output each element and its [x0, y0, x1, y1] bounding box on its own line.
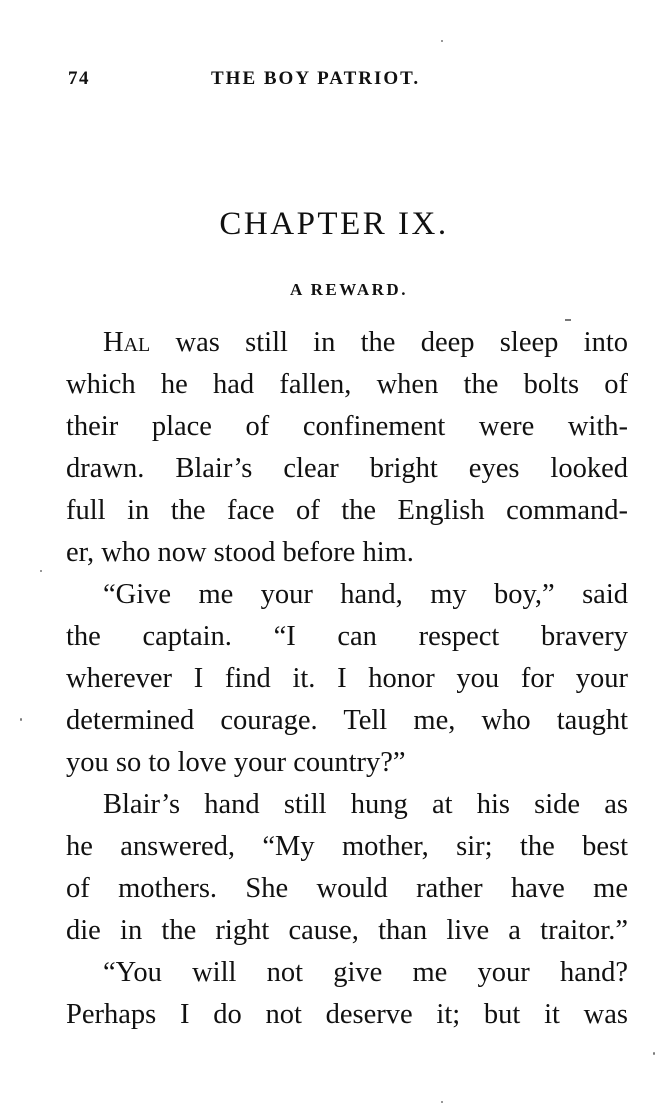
- text-line: er, who now stood before him.: [66, 537, 414, 568]
- scan-speck: [20, 718, 22, 721]
- text-line: Perhaps I do not deserve it; but it was: [66, 999, 628, 1030]
- text-line: Blair’s hand still hung at his side as: [103, 789, 628, 820]
- text-line: you so to love your country?”: [66, 747, 406, 778]
- line-text: was still in the deep sleep into: [150, 327, 628, 358]
- chapter-subtitle: A REWARD.: [290, 280, 408, 299]
- text-line: he answered, “My mother, sir; the best: [66, 831, 628, 862]
- scan-speck: [565, 319, 571, 321]
- text-line: which he had fallen, when the bolts of: [66, 369, 628, 400]
- page-number: 74: [68, 68, 90, 89]
- text-line: drawn. Blair’s clear bright eyes looked: [66, 453, 628, 484]
- text-line: the captain. “I can respect bravery: [66, 621, 628, 652]
- text-line: determined courage. Tell me, who taught: [66, 705, 628, 736]
- text-line: full in the face of the English command-: [66, 495, 628, 526]
- body-text: [66, 322, 628, 1036]
- book-title: THE BOY PATRIOT.: [211, 68, 421, 89]
- scan-speck: [441, 40, 443, 42]
- small-caps-lead: Hal: [103, 327, 151, 358]
- text-line: “Give me your hand, my boy,” said: [103, 579, 628, 610]
- text-line: die in the right cause, than live a traitor.”: [66, 915, 628, 946]
- scan-speck: [441, 1101, 443, 1103]
- chapter-title: CHAPTER IX.: [219, 206, 449, 242]
- scan-speck: [40, 570, 42, 572]
- text-line: wherever I find it. I honor you for your: [66, 663, 628, 694]
- text-line: their place of confinement were with-: [66, 411, 628, 442]
- running-head: [68, 68, 628, 98]
- text-line: of mothers. She would rather have me: [66, 873, 628, 904]
- text-line: “You will not give me your hand?: [103, 957, 628, 988]
- scan-speck: [653, 1052, 655, 1055]
- text-line: [66, 322, 628, 364]
